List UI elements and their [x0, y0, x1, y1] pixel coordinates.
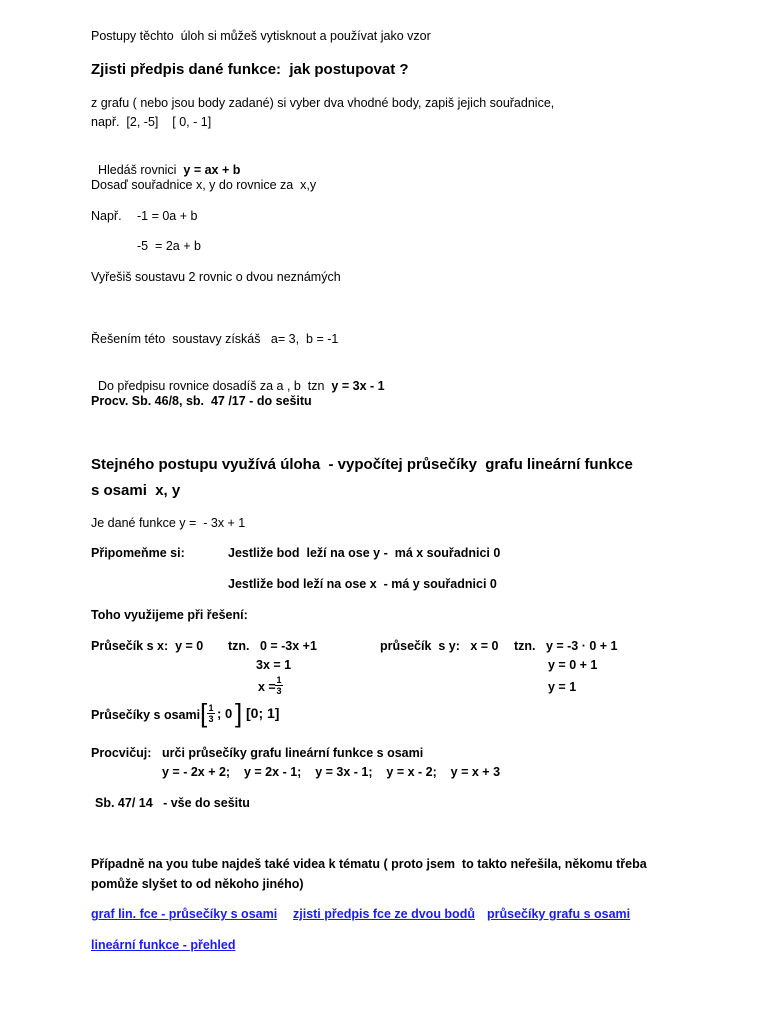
point-x-axis	[200, 700, 244, 728]
intersection-x-eq3: x =	[258, 680, 276, 694]
remind-rule-x: Jestliže bod leží na ose x - má y souřadnici 0	[228, 577, 497, 591]
example-points: např. [2, -5] [ 0, - 1]	[91, 115, 212, 129]
equation-formula: y = ax + b	[183, 163, 241, 177]
intersection-x-label: Průsečík s x: y = 0	[91, 639, 204, 653]
use-line: Toho využijeme při řešení:	[91, 608, 248, 622]
substitute-result-text: Do předpisu rovnice dosadíš za a , b tzn	[97, 379, 332, 393]
given-function: Je dané funkce y = - 3x + 1	[91, 516, 246, 530]
substitute-line: Dosaď souřadnice x, y do rovnice za x,y	[91, 178, 317, 192]
point-y-axis: [0; 1]	[246, 705, 280, 721]
point-x-rest: ; 0	[217, 706, 233, 721]
remind-label: Připomeňme si:	[91, 546, 185, 560]
intro-text: Postupy těchto úloh si můžeš vytisknout a používat jako vzor	[91, 29, 431, 43]
practice-ref: Procv. Sb. 46/8, sb. 47 /17 - do sešitu	[91, 394, 312, 408]
intersection-x-eq1: tzn. 0 = -3x +1	[228, 639, 317, 653]
solution-line: Řešením této soustavy získáš a= 3, b = -1	[91, 332, 339, 346]
homework-line: Sb. 47/ 14 - vše do sešitu	[95, 796, 250, 810]
instruction-line: z grafu ( nebo jsou body zadané) si vyber dva vhodné body, zapiš jejich souřadnice,	[91, 96, 555, 110]
result-label: Průsečíky s osami	[91, 708, 201, 722]
example-label: Např.	[91, 209, 122, 223]
section1-heading: Zjisti předpis dané funkce: jak postupovat ?	[91, 61, 409, 78]
system-eq-2: -5 = 2a + b	[137, 239, 201, 253]
result-formula: y = 3x - 1	[331, 379, 385, 393]
point-fraction-denominator: 3	[208, 714, 214, 724]
youtube-text: Případně na you tube najdeš také videa k tématu ( proto jsem to takto neřešila, někomu třeba	[91, 857, 647, 871]
practice-label: Procvičuj:	[91, 746, 152, 760]
point-fraction	[207, 703, 215, 724]
intersection-y-eq2: y = 0 + 1	[548, 658, 598, 672]
right-bracket-icon: ]	[235, 698, 243, 728]
fraction-one-third	[275, 675, 283, 696]
link-prusecik-grafu[interactable]: průsečíky grafu s osami	[487, 907, 631, 921]
intersection-y-eq1: tzn. y = -3 · 0 + 1	[514, 639, 618, 653]
section2-heading-cont: s osami x, y	[91, 482, 181, 499]
point-fraction-numerator: 1	[208, 703, 214, 713]
solve-line: Vyřešiš soustavu 2 rovnic o dvou neznámých	[91, 270, 341, 284]
fraction-numerator: 1	[276, 675, 282, 685]
practice-functions: y = - 2x + 2; y = 2x - 1; y = 3x - 1; y = x - 2; y = x + 3	[162, 765, 501, 779]
left-bracket-icon: [	[200, 698, 208, 728]
youtube-text-cont: pomůže slyšet to od někoho jiného)	[91, 877, 304, 891]
remind-rule-y: Jestliže bod leží na ose y - má x souřadnici 0	[228, 546, 501, 560]
fraction-denominator: 3	[276, 686, 282, 696]
intersection-x-eq2: 3x = 1	[256, 658, 292, 672]
link-graf-prusecik[interactable]: graf lin. fce - průsečíky s osami	[91, 907, 278, 921]
link-prehled[interactable]: lineární funkce - přehled	[91, 938, 236, 952]
section2-heading: Stejného postupu využívá úloha - vypočítej průsečíky grafu lineární funkce	[91, 456, 633, 473]
equation-line	[91, 146, 240, 178]
practice-task: urči průsečíky grafu lineární funkce s osami	[162, 746, 424, 760]
link-predpis-dva-body[interactable]: zjisti předpis fce ze dvou bodů	[293, 907, 475, 921]
intersection-y-eq3: y = 1	[548, 680, 577, 694]
intersection-y-label: průsečík s y: x = 0	[380, 639, 499, 653]
system-eq-1: -1 = 0a + b	[137, 209, 198, 223]
substitute-result-line	[91, 362, 385, 394]
equation-text: Hledáš rovnici	[97, 163, 184, 177]
